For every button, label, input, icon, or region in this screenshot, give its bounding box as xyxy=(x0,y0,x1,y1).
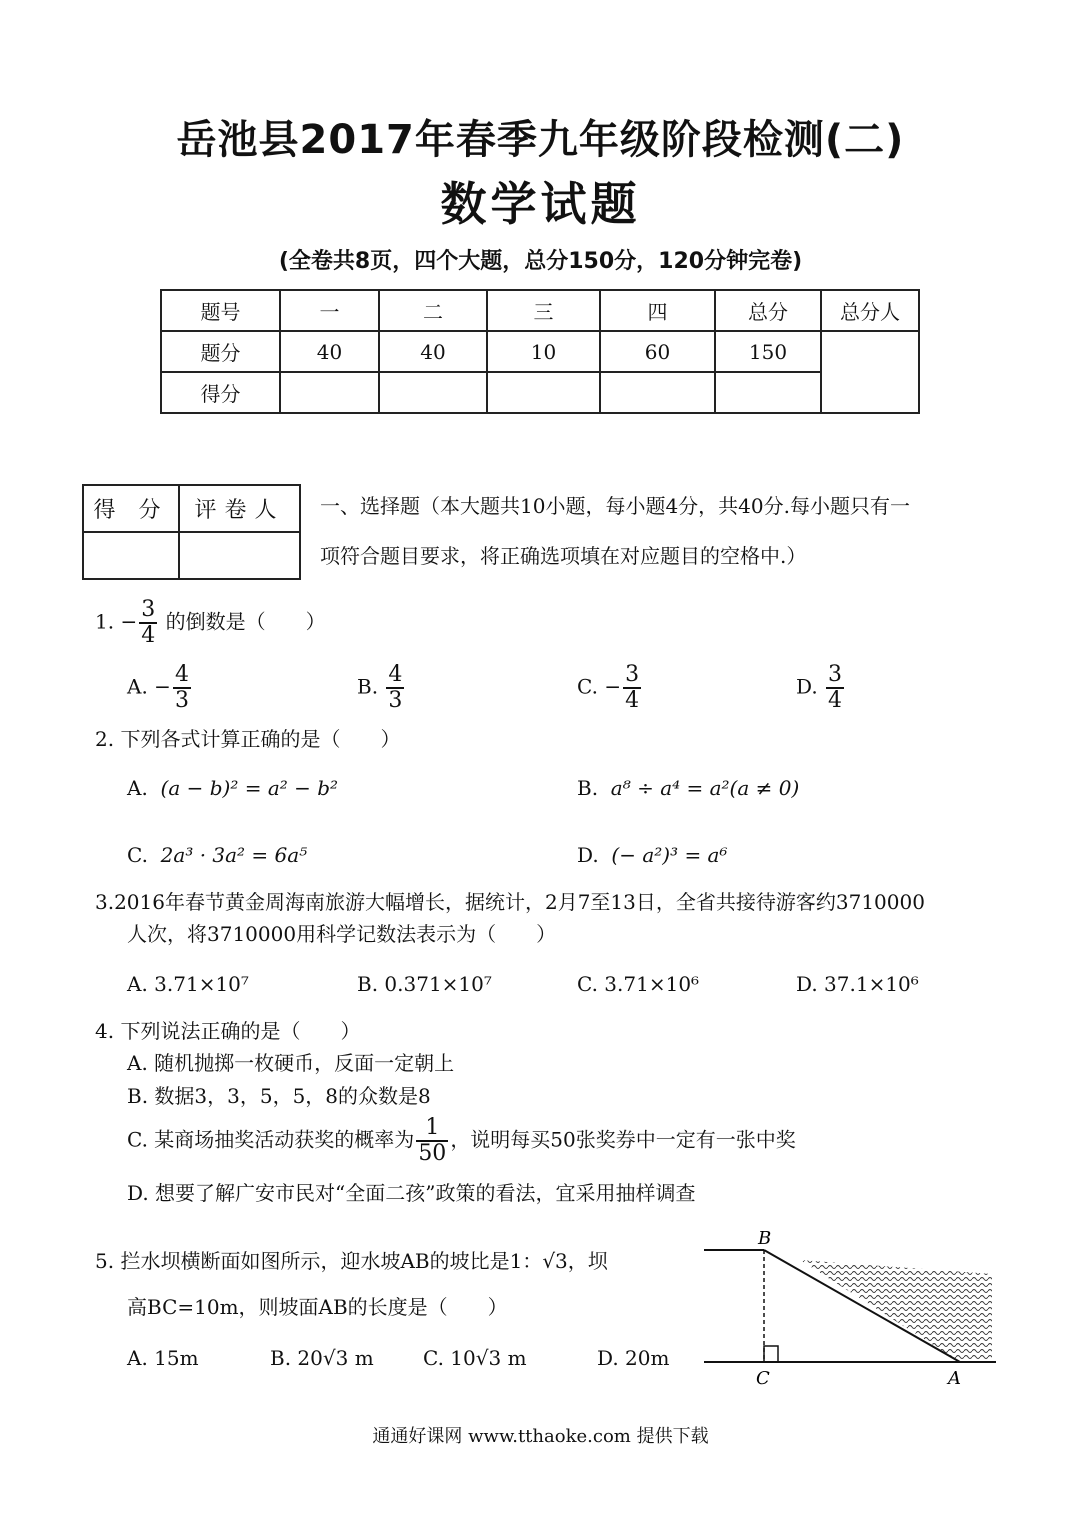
label-c: C xyxy=(756,1368,770,1389)
score-cell: 得分 xyxy=(161,372,280,413)
footer-source: 通通好课网 www.tthaoke.com 提供下载 xyxy=(372,1426,709,1447)
option-fraction xyxy=(623,663,641,713)
option-sign: − xyxy=(604,674,622,699)
option-fraction xyxy=(173,663,191,713)
option-denominator: 3 xyxy=(388,688,403,713)
q4-c-text: C. 某商场抽奖活动获奖的概率为 xyxy=(127,1127,415,1152)
option-label: B. xyxy=(357,674,379,699)
q2-option-b xyxy=(577,775,799,801)
question-1 xyxy=(95,598,326,648)
score-cell: 40 xyxy=(280,331,379,372)
water-area xyxy=(800,1260,992,1362)
option-numerator: 3 xyxy=(828,662,843,687)
q5-option-c: C. 10√3 m xyxy=(423,1346,527,1370)
score-cell: 10 xyxy=(487,331,600,372)
q4-c-denominator: 50 xyxy=(418,1141,447,1166)
q1-stem: 的倒数是（ ） xyxy=(165,609,326,634)
label-a: A xyxy=(948,1368,961,1389)
option-label: A. xyxy=(127,776,148,800)
q4-c-text-post: ，说明每买50张奖券中一定有一张中奖 xyxy=(450,1127,796,1152)
q3-option-d: D. 37.1×10⁶ xyxy=(796,972,919,996)
q3-option-b: B. 0.371×10⁷ xyxy=(357,972,492,996)
q1-numerator: 3 xyxy=(141,597,156,622)
grader-score-label: 得 分 xyxy=(83,485,179,532)
q1-sign: − xyxy=(120,609,138,634)
score-cell-empty xyxy=(280,372,379,413)
score-cell-empty xyxy=(487,372,600,413)
option-denominator: 4 xyxy=(828,688,843,713)
section1-line1: 一、选择题（本大题共10小题，每小题4分，共40分.每小题只有一 xyxy=(320,494,910,518)
option-label: B. xyxy=(577,776,599,800)
q4-option-d: D. 想要了解广安市民对“全面二孩”政策的看法，宜采用抽样调查 xyxy=(127,1181,696,1205)
score-cell: 四 xyxy=(600,290,715,331)
option-label: A. xyxy=(127,674,148,699)
q1-option-b xyxy=(357,663,406,713)
dam-cross-section-figure xyxy=(700,1222,1000,1390)
q5-root: √3 xyxy=(542,1249,568,1273)
exam-subject: 数学试题 xyxy=(440,177,641,231)
score-table xyxy=(160,289,920,414)
score-cell: 60 xyxy=(600,331,715,372)
section1-line2: 项符合题目要求，将正确选项填在对应题目的空格中.） xyxy=(320,544,807,568)
q4-option-b: B. 数据3，3，5，5，8的众数是8 xyxy=(127,1084,431,1108)
option-sign: − xyxy=(154,674,171,699)
score-cell: 一 xyxy=(280,290,379,331)
option-fraction xyxy=(826,663,844,713)
score-cell-empty xyxy=(379,372,487,413)
score-cell: 总分 xyxy=(715,290,821,331)
option-label: C. xyxy=(577,674,598,699)
score-cell: 40 xyxy=(379,331,487,372)
q2-option-a xyxy=(127,775,338,801)
exam-title: 岳池县2017年春季九年级阶段检测(二) xyxy=(176,117,905,163)
score-cell: 二 xyxy=(379,290,487,331)
option-expression: a⁸ ÷ a⁴ = a²(a ≠ 0) xyxy=(610,776,800,800)
option-fraction xyxy=(386,663,404,713)
q4-option-c xyxy=(127,1116,796,1166)
score-cell: 题分 xyxy=(161,331,280,372)
score-cell: 150 xyxy=(715,331,821,372)
q2-option-c xyxy=(127,842,307,868)
q5-line2: 高BC=10m，则坡面AB的长度是（ ） xyxy=(127,1295,508,1319)
q4-c-fraction xyxy=(416,1116,448,1166)
q1-fraction xyxy=(139,598,157,648)
q4-option-a: A. 随机抛掷一枚硬币，反面一定朝上 xyxy=(127,1051,455,1075)
option-numerator: 4 xyxy=(174,662,189,687)
option-label: C. xyxy=(127,843,148,867)
grader-table xyxy=(82,484,301,580)
q2-option-d xyxy=(577,842,728,868)
score-cell: 题号 xyxy=(161,290,280,331)
score-cell-empty xyxy=(600,372,715,413)
q1-option-a xyxy=(127,663,193,713)
q5-text-post: ，坝 xyxy=(567,1249,608,1273)
option-expression: (− a²)³ = a⁶ xyxy=(611,843,728,867)
q4-c-numerator: 1 xyxy=(416,1116,448,1142)
score-cell: 总分人 xyxy=(821,290,919,331)
option-expression: (a − b)² = a² − b² xyxy=(160,776,339,800)
option-denominator: 3 xyxy=(174,688,189,713)
score-cell-empty xyxy=(715,372,821,413)
grader-name-label: 评卷人 xyxy=(179,485,300,532)
option-denominator: 4 xyxy=(625,688,640,713)
exam-info: (全卷共8页，四个大题，总分150分，120分钟完卷) xyxy=(278,249,803,274)
grader-score-cell xyxy=(83,532,179,579)
q5-option-d: D. 20m xyxy=(597,1346,670,1370)
option-numerator: 4 xyxy=(388,662,403,687)
option-label: D. xyxy=(796,674,818,699)
q1-option-c xyxy=(577,663,643,713)
q5-line1 xyxy=(95,1248,608,1274)
q2-stem: 2. 下列各式计算正确的是（ ） xyxy=(95,727,401,751)
right-angle-mark xyxy=(764,1346,778,1362)
q1-number: 1. xyxy=(95,609,115,634)
q3-line2: 人次，将3710000用科学记数法表示为（ ） xyxy=(127,922,557,946)
q3-option-a: A. 3.71×10⁷ xyxy=(127,972,249,996)
q4-stem: 4. 下列说法正确的是（ ） xyxy=(95,1019,361,1043)
score-cell: 三 xyxy=(487,290,600,331)
label-b: B xyxy=(758,1228,772,1249)
q1-denominator: 4 xyxy=(141,623,156,648)
option-numerator: 3 xyxy=(625,662,640,687)
q5-option-a: A. 15m xyxy=(127,1346,199,1370)
grader-name-cell xyxy=(179,532,300,579)
q1-option-d xyxy=(796,663,846,713)
q3-line1: 3.2016年春节黄金周海南旅游大幅增长，据统计，2月7至13日，全省共接待游客约3710000 xyxy=(95,890,925,914)
option-expression: 2a³ · 3a² = 6a⁵ xyxy=(160,843,308,867)
q5-option-b: B. 20√3 m xyxy=(270,1346,374,1370)
q3-option-c: C. 3.71×10⁶ xyxy=(577,972,700,996)
option-label: D. xyxy=(577,843,599,867)
q5-text: 5. 拦水坝横断面如图所示，迎水坡AB的坡比是1： xyxy=(95,1249,543,1273)
score-cell-empty xyxy=(821,331,919,413)
